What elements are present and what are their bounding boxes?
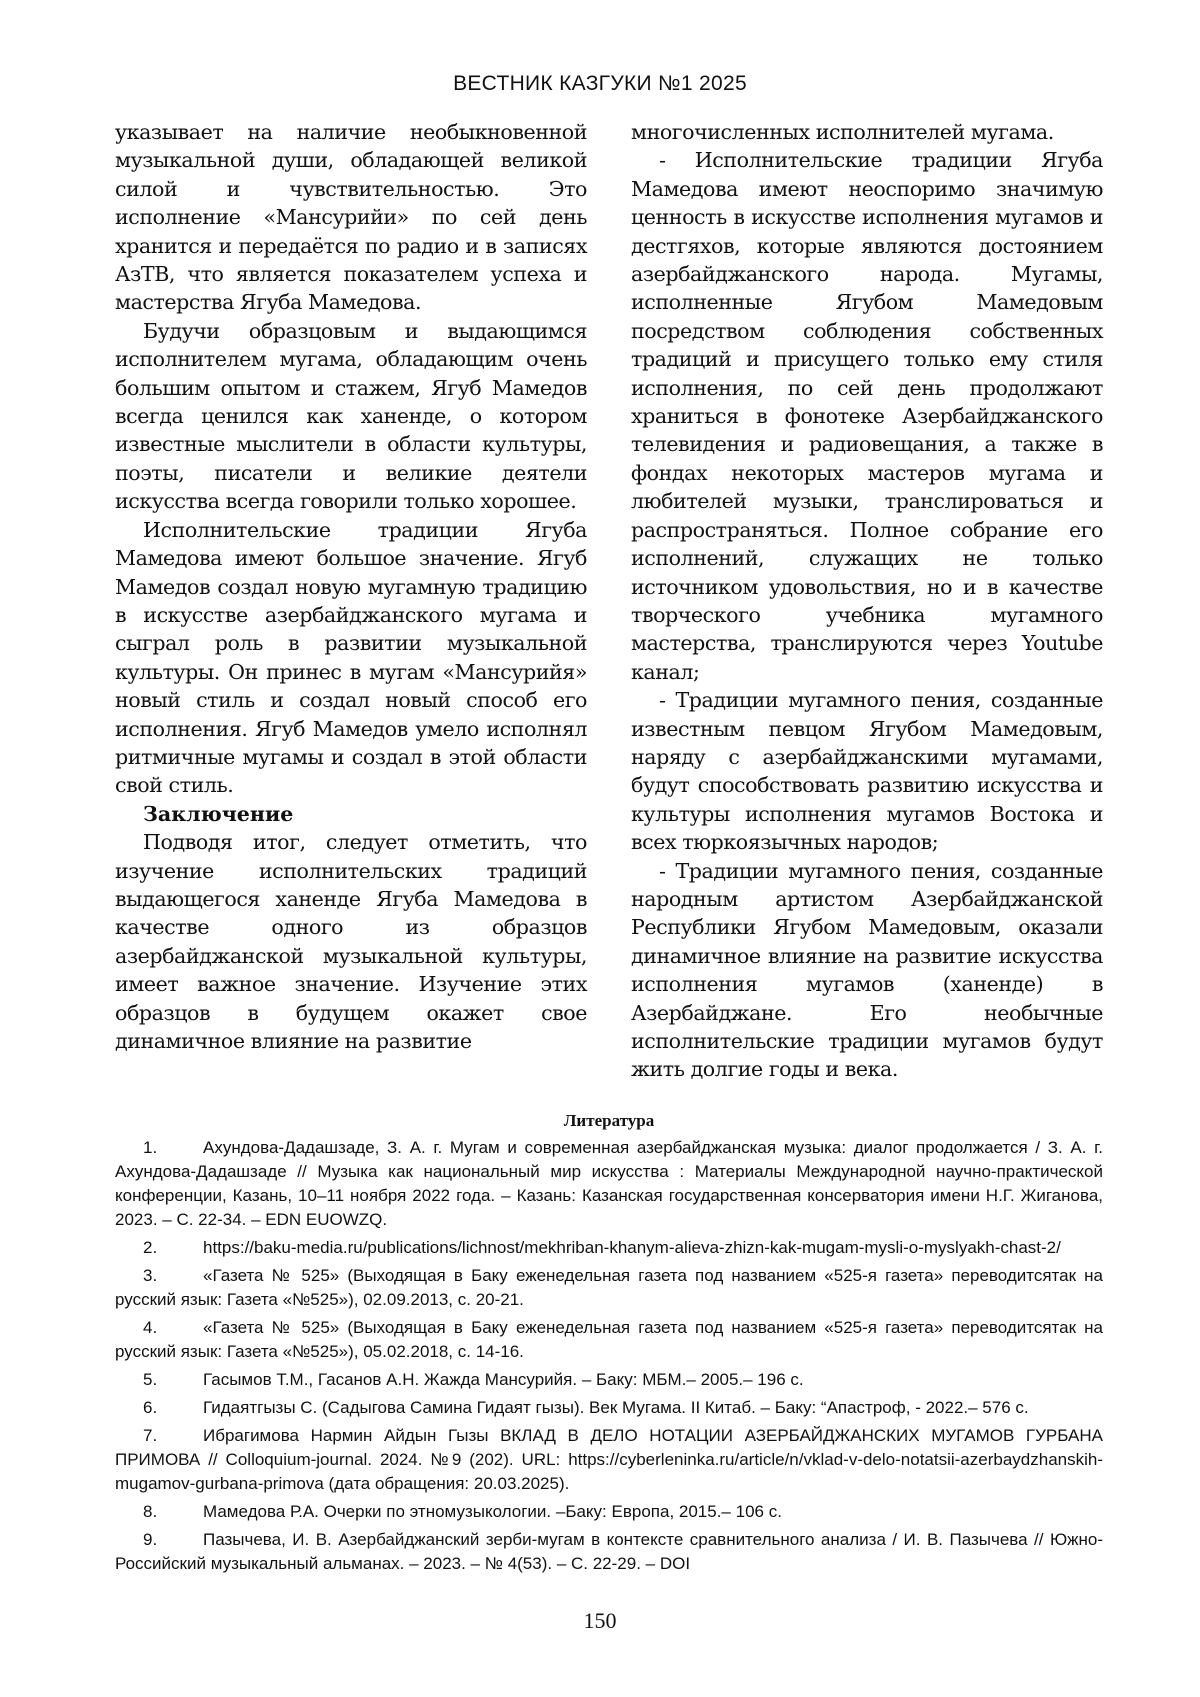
reference-number: 1. — [143, 1138, 158, 1157]
paragraph: - Традиции мугамного пения, созданные народным артистом Азербайджанской Республики Ягубом Мамедовым, оказали динамичное влияние на развитие искусства исполнения мугамов (ханенде) в Азербайджане. Его необычные исполнительские традиции мугамов будут жить долгие годы и века. — [631, 858, 1103, 1082]
reference-text: Гидаятгызы С. (Садыгова Самина Гидаят гызы). Век Мугама. II Китаб. – Баку: “Апастроф, - 2022.– 576 с. — [203, 1398, 1029, 1417]
two-column-body — [115, 118, 1103, 1084]
reference-number: 9. — [143, 1530, 158, 1549]
reference-item — [115, 1396, 1103, 1420]
left-column — [115, 118, 587, 1084]
conclusion-heading: Заключение — [143, 801, 294, 826]
reference-text: Ахундова-Дадашзаде, З. А. г. Мугам и современная азербайджанская музыка: диалог продолжается / З. А. г. Ахундова-Дадашзаде // Музыка как национальный мир искусства : Материалы Международной научно-практической конференции, Казань, 10–11 ноября 2022 года. – Казань: Казанская государственная консерватория имени Н.Г. Жиганова, 2023. – С. 22-34. – EDN EUOWZQ. — [115, 1138, 1103, 1229]
reference-item — [115, 1528, 1103, 1576]
reference-text: «Газета № 525» (Выходящая в Баку еженедельная газета под названием «525-я газета» переводитсятак на русский язык: Газета «№525»), 02.09.2013, с. 20-21. — [115, 1266, 1103, 1309]
paragraph: - Традиции мугамного пения, созданные известным певцом Ягубом Мамедовым, наряду с азербайджанскими мугамами, будут способствовать развитию искусства и культуры исполнения мугамов Востока и всех тюркоязычных народов; — [631, 688, 1103, 855]
paragraph: Будучи образцовым и выдающимся исполнителем мугама, обладающим очень большим опытом и стажем, Ягуб Мамедов всегда ценился как ханенде, о котором известные мыслители в области культуры, поэты, писатели и великие деятели искусства всегда говорили только хорошее. — [115, 318, 587, 514]
reference-item — [115, 1264, 1103, 1312]
reference-text: Мамедова Р.А. Очерки по этномузыкологии. –Баку: Европа, 2015.– 106 с. — [203, 1502, 782, 1521]
reference-item — [115, 1500, 1103, 1524]
reference-number: 7. — [143, 1426, 158, 1445]
reference-link[interactable]: https://baku-media.ru/publications/lichnost/mekhriban-khanym-alieva-zhizn-kak-mugam-mysli-o-myslyakh-chast-2/ — [203, 1238, 1061, 1257]
reference-item — [115, 1136, 1103, 1232]
reference-number: 2. — [143, 1238, 158, 1257]
reference-number: 3. — [143, 1266, 158, 1285]
paragraph: Исполнительские традиции Ягуба Мамедова имеют большое значение. Ягуб Мамедов создал новую мугамную традицию в искусстве азербайджанского мугама и сыграл роль в развитии музыкальной культуры. Он принес в мугам «Мансурийя» новый стиль и создал новый способ его исполнения. Ягуб Мамедов умело исполнял ритмичные мугамы и создал в этой области свой стиль. — [115, 517, 587, 798]
right-column — [631, 118, 1103, 1084]
reference-text: Гасымов Т.М., Гасанов А.Н. Жажда Мансурийя. – Баку: МБМ.– 2005.– 196 с. — [203, 1370, 804, 1389]
references-title: Литература — [563, 1111, 655, 1130]
reference-text: «Газета № 525» (Выходящая в Баку еженедельная газета под названием «525-я газета» переводитсятак на русский язык: Газета «№525»), 05.02.2018, с. 14-16. — [115, 1318, 1103, 1361]
reference-text: Пазычева, И. В. Азербайджанский зерби-мугам в контексте сравнительного анализа / И. В. Пазычева // Южно-Российский музыкальный альманах. – 2023. – № 4(53). – С. 22-29. – DOI — [115, 1530, 1103, 1573]
reference-number: 4. — [143, 1318, 158, 1337]
paragraph: многочисленных исполнителей мугама. — [631, 120, 1054, 144]
references-section — [115, 1110, 1103, 1576]
journal-header: ВЕСТНИК КАЗГУКИ №1 2025 — [453, 72, 747, 95]
reference-number: 6. — [143, 1398, 158, 1417]
paragraph: указывает на наличие необыкновенной музыкальной души, обладающей великой силой и чувствительностью. Это исполнение «Мансурийи» по сей день хранится и передаётся по радио и в записях АзТВ, что является показателем успеха и мастерства Ягуба Мамедова. — [115, 120, 587, 315]
reference-item — [115, 1316, 1103, 1364]
reference-item — [115, 1368, 1103, 1392]
reference-text: Ибрагимова Нармин Айдын Гызы ВКЛАД В ДЕЛО НОТАЦИИ АЗЕРБАЙДЖАНСКИХ МУГАМОВ ГУРБАНА ПРИМОВА // Colloquium-journal. 2024. №9 (202). URL: https://cyberleninka.ru/article/n/vklad-v-delo-notatsii-azerbaydzhanskih-mugamov-gurbana-primova (дата обращения: 20.03.2025). — [115, 1426, 1103, 1493]
reference-item — [115, 1424, 1103, 1496]
reference-number: 8. — [143, 1502, 158, 1521]
reference-number: 5. — [143, 1370, 158, 1389]
conclusion-paragraph: Подводя итог, следует отметить, что изучение исполнительских традиций выдающегося ханенде Ягуба Мамедова в качестве одного из образцов азербайджанской музыкальной культуры, имеет важное значение. Изучение этих образцов в будущем окажет свое динамичное влияние на развитие — [115, 830, 587, 1053]
reference-item — [115, 1236, 1103, 1260]
page-number: 150 — [583, 1608, 617, 1633]
paragraph: - Исполнительские традиции Ягуба Мамедова имеют неоспоримо значимую ценность в искусстве исполнения мугамов и дестгяхов, которые являются достоянием азербайджанского народа. Мугамы, исполненные Ягубом Мамедовым посредством соблюдения собственных традиций и присущего только ему стиля исполнения, по сей день продолжают храниться в фонотеке Азербайджанского телевидения и радиовещания, а также в фондах некоторых мастеров мугама и любителей музыки, транслироваться и распространяться. Полное собрание его исполнений, служащих не только источником удовольствия, но и в качестве творческого учебника мугамного мастерства, транслируются через Youtube канал; — [631, 148, 1103, 684]
